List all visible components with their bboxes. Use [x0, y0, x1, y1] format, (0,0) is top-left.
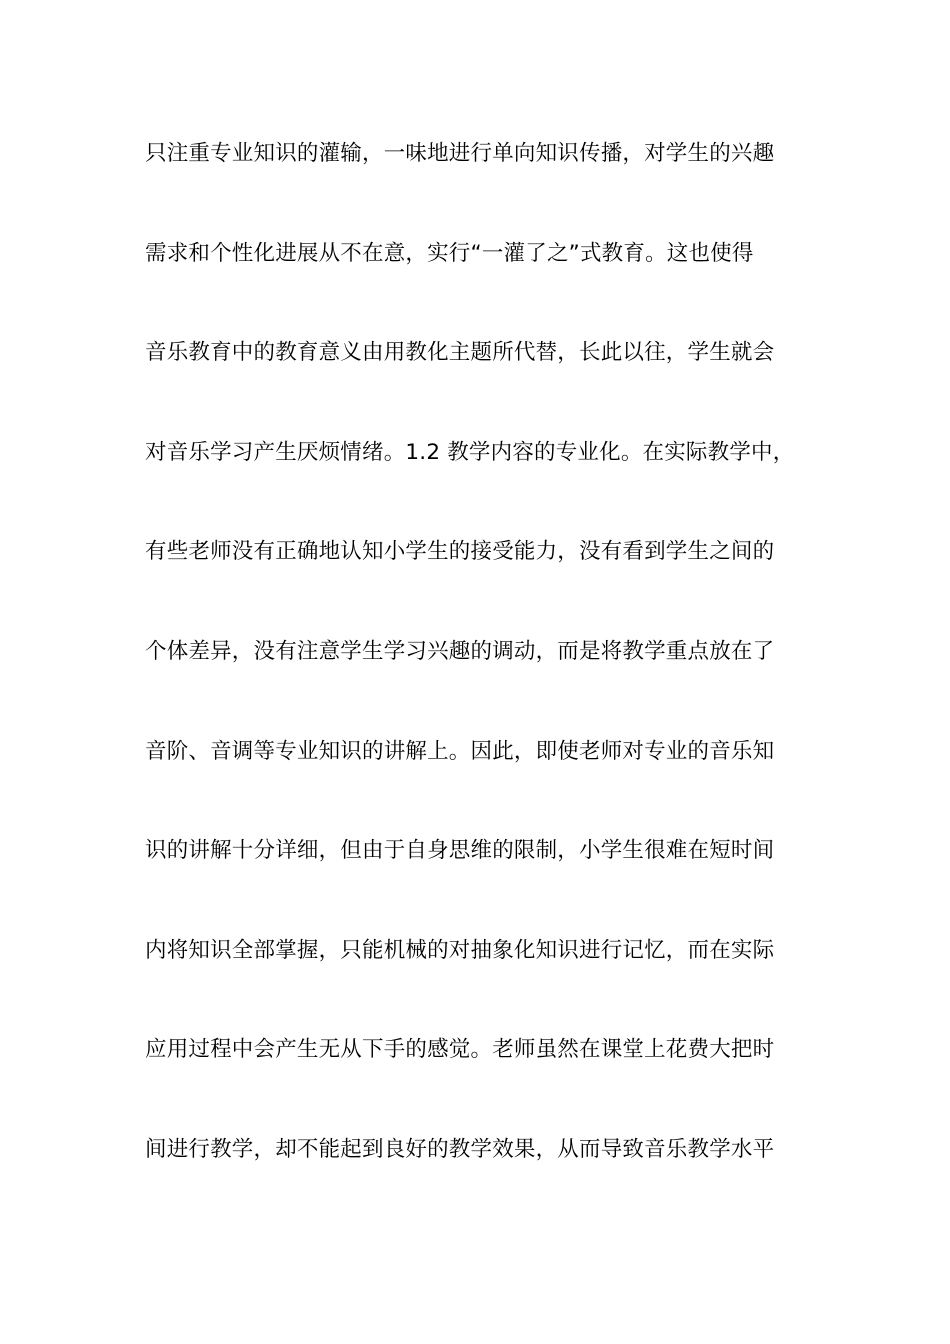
text-line-10: 应用过程中会产生无从下手的感觉。老师虽然在课堂上花费大把时: [145, 1037, 775, 1063]
body-text: [145, 132, 825, 1228]
text-line-6: 个体差异，没有注意学生学习兴趣的调动，而是将教学重点放在了: [145, 638, 775, 664]
text-line-9: 内将知识全部掌握，只能机械的对抽象化知识进行记忆，而在实际: [145, 937, 775, 963]
text-line-2: 需求和个性化进展从不在意，实行“一灌了之”式教育。这也使得: [145, 240, 754, 266]
text-line-11: 间进行教学，却不能起到良好的教学效果，从而导致音乐教学水平: [145, 1136, 775, 1162]
text-line-4: 对音乐学习产生厌烦情绪。1.2 教学内容的专业化。在实际教学中，: [145, 439, 795, 465]
text-line-5: 有些老师没有正确地认知小学生的接受能力，没有看到学生之间的: [145, 539, 775, 565]
text-line-1: 只注重专业知识的灌输，一味地进行单向知识传播，对学生的兴趣: [145, 141, 775, 166]
text-line-3: 音乐教育中的教育意义由用教化主题所代替，长此以往，学生就会: [145, 340, 775, 366]
text-line-7: 音阶、音调等专业知识的讲解上。因此，即使老师对专业的音乐知: [145, 738, 775, 764]
text-line-8: 识的讲解十分详细，但由于自身思维的限制，小学生很难在短时间: [145, 838, 775, 864]
